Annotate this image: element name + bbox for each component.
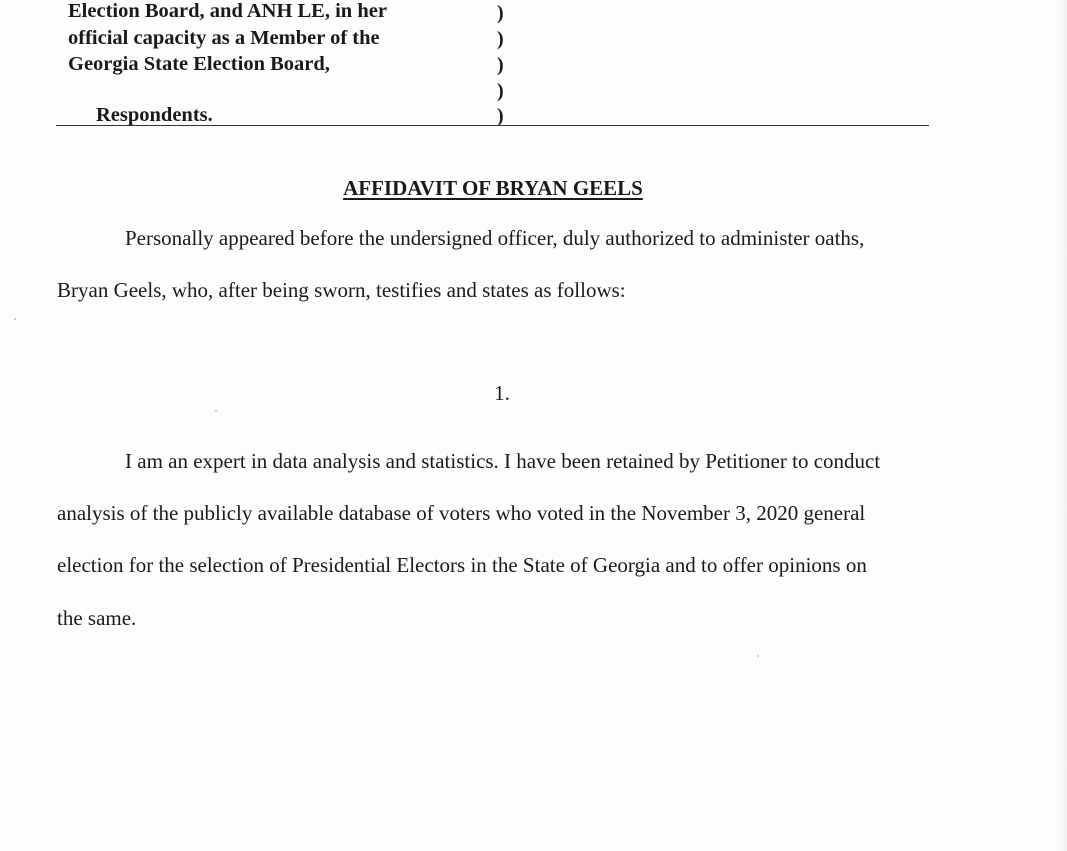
scan-speck [215,410,217,412]
paragraph-1-line-4: the same. [57,606,137,630]
respondents-label: Respondents. [96,104,213,126]
caption-line-2: official capacity as a Member of the [68,27,380,49]
caption-line-1: Election Board, and ANH LE, in her [68,0,387,22]
caption-line-3: Georgia State Election Board, [68,53,330,75]
paragraph-number: 1. [494,381,510,405]
page-edge-shadow [1055,0,1067,851]
paragraph-1-line-1: I am an expert in data analysis and statistics. I have been retained by Petitioner to conduct [125,449,881,473]
document-title [0,176,986,201]
intro-line-2: Bryan Geels, who, after being sworn, testifies and states as follows: [57,278,626,302]
intro-line-1: Personally appeared before the undersigned officer, duly authorized to administer oaths, [125,226,865,250]
paragraph-1-line-3: election for the selection of Presidential Electors in the State of Georgia and to offer opinions on [57,553,867,577]
caption-paren: ) [497,2,504,24]
paragraph-1-line-2: analysis of the publicly available database of voters who voted in the November 3, 2020 general [57,501,866,525]
caption-paren: ) [497,105,504,127]
caption-paren: ) [497,54,504,76]
scan-speck [14,318,16,320]
scan-speck [757,655,759,657]
caption-paren: ) [497,80,504,102]
caption-divider [56,125,929,126]
document-title-text: AFFIDAVIT OF BRYAN GEELS [343,176,643,200]
caption-paren: ) [497,28,504,50]
